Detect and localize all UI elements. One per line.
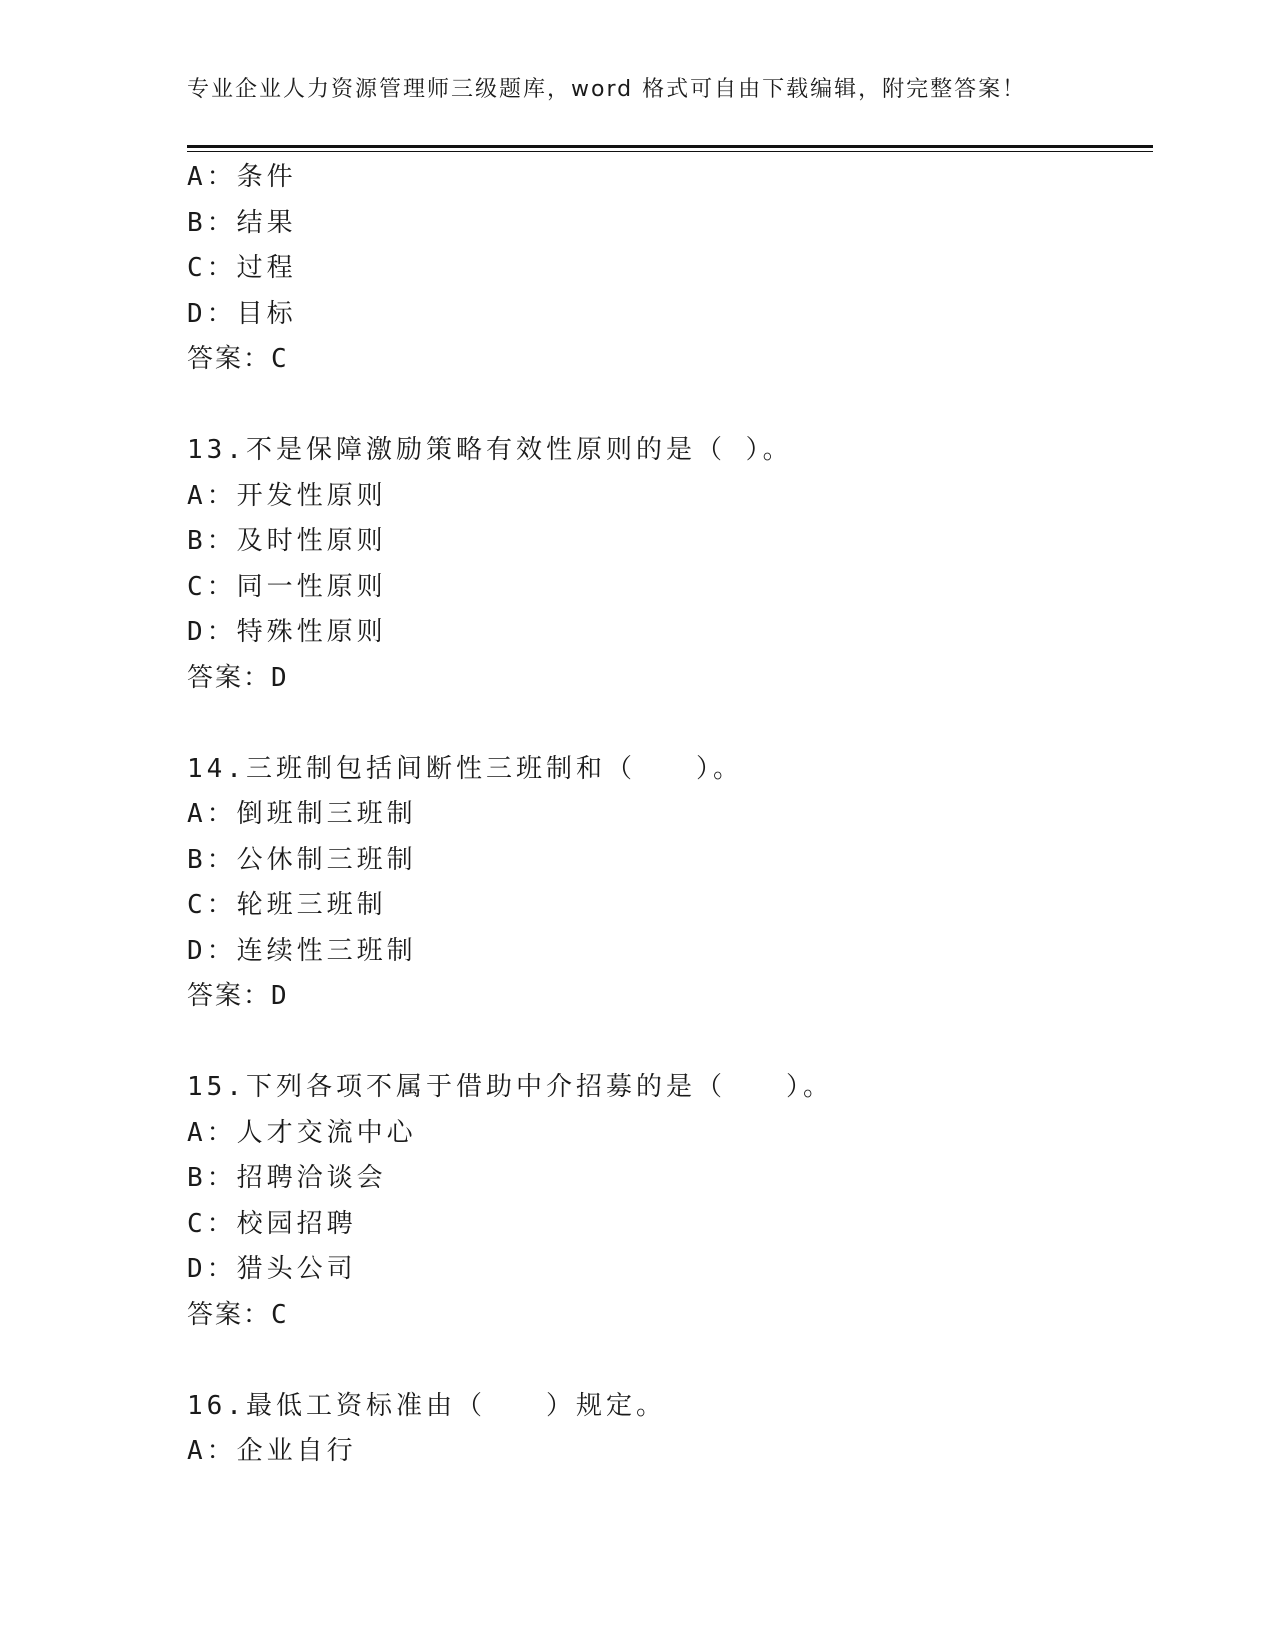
option-d: D：特殊性原则 [187, 617, 387, 647]
question-list [187, 155, 1153, 1475]
option-a: A：条件 [187, 162, 297, 192]
option-b: B：招聘洽谈会 [187, 1163, 387, 1193]
option-d: D：连续性三班制 [187, 935, 417, 966]
option-c: C：轮班三班制 [187, 890, 387, 920]
answer-line: 答案：C [187, 1299, 289, 1330]
option-d: D：目标 [187, 298, 297, 329]
option-c: C：过程 [187, 253, 297, 283]
option-d: D：猎头公司 [187, 1254, 357, 1284]
option-a: A：人才交流中心 [187, 1117, 417, 1148]
header-rule-thick [187, 145, 1153, 148]
question-stem: 14.三班制包括间断性三班制和（ ）。 [187, 753, 743, 784]
header-rule-thin [187, 151, 1153, 152]
question-stem: 15.下列各项不属于借助中介招募的是（ ）。 [187, 1072, 833, 1102]
question-stem: 16.最低工资标准由（ ）规定。 [187, 1390, 666, 1421]
page-header: 专业企业人力资源管理师三级题库，word 格式可自由下载编辑，附完整答案！ [187, 77, 1027, 102]
option-a: A：倒班制三班制 [187, 799, 417, 829]
answer-line: 答案：D [187, 981, 289, 1011]
option-c: C：校园招聘 [187, 1208, 357, 1239]
question-stem: 13.不是保障激励策略有效性原则的是（ ）。 [187, 435, 793, 465]
option-b: B：及时性原则 [187, 526, 387, 556]
option-c: C：同一性原则 [187, 571, 387, 602]
answer-line: 答案：D [187, 662, 289, 693]
option-a: A：企业自行 [187, 1436, 357, 1466]
answer-line: 答案：C [187, 344, 289, 374]
option-b: B：公休制三班制 [187, 844, 417, 875]
option-b: B：结果 [187, 207, 297, 238]
option-a: A：开发性原则 [187, 480, 387, 511]
